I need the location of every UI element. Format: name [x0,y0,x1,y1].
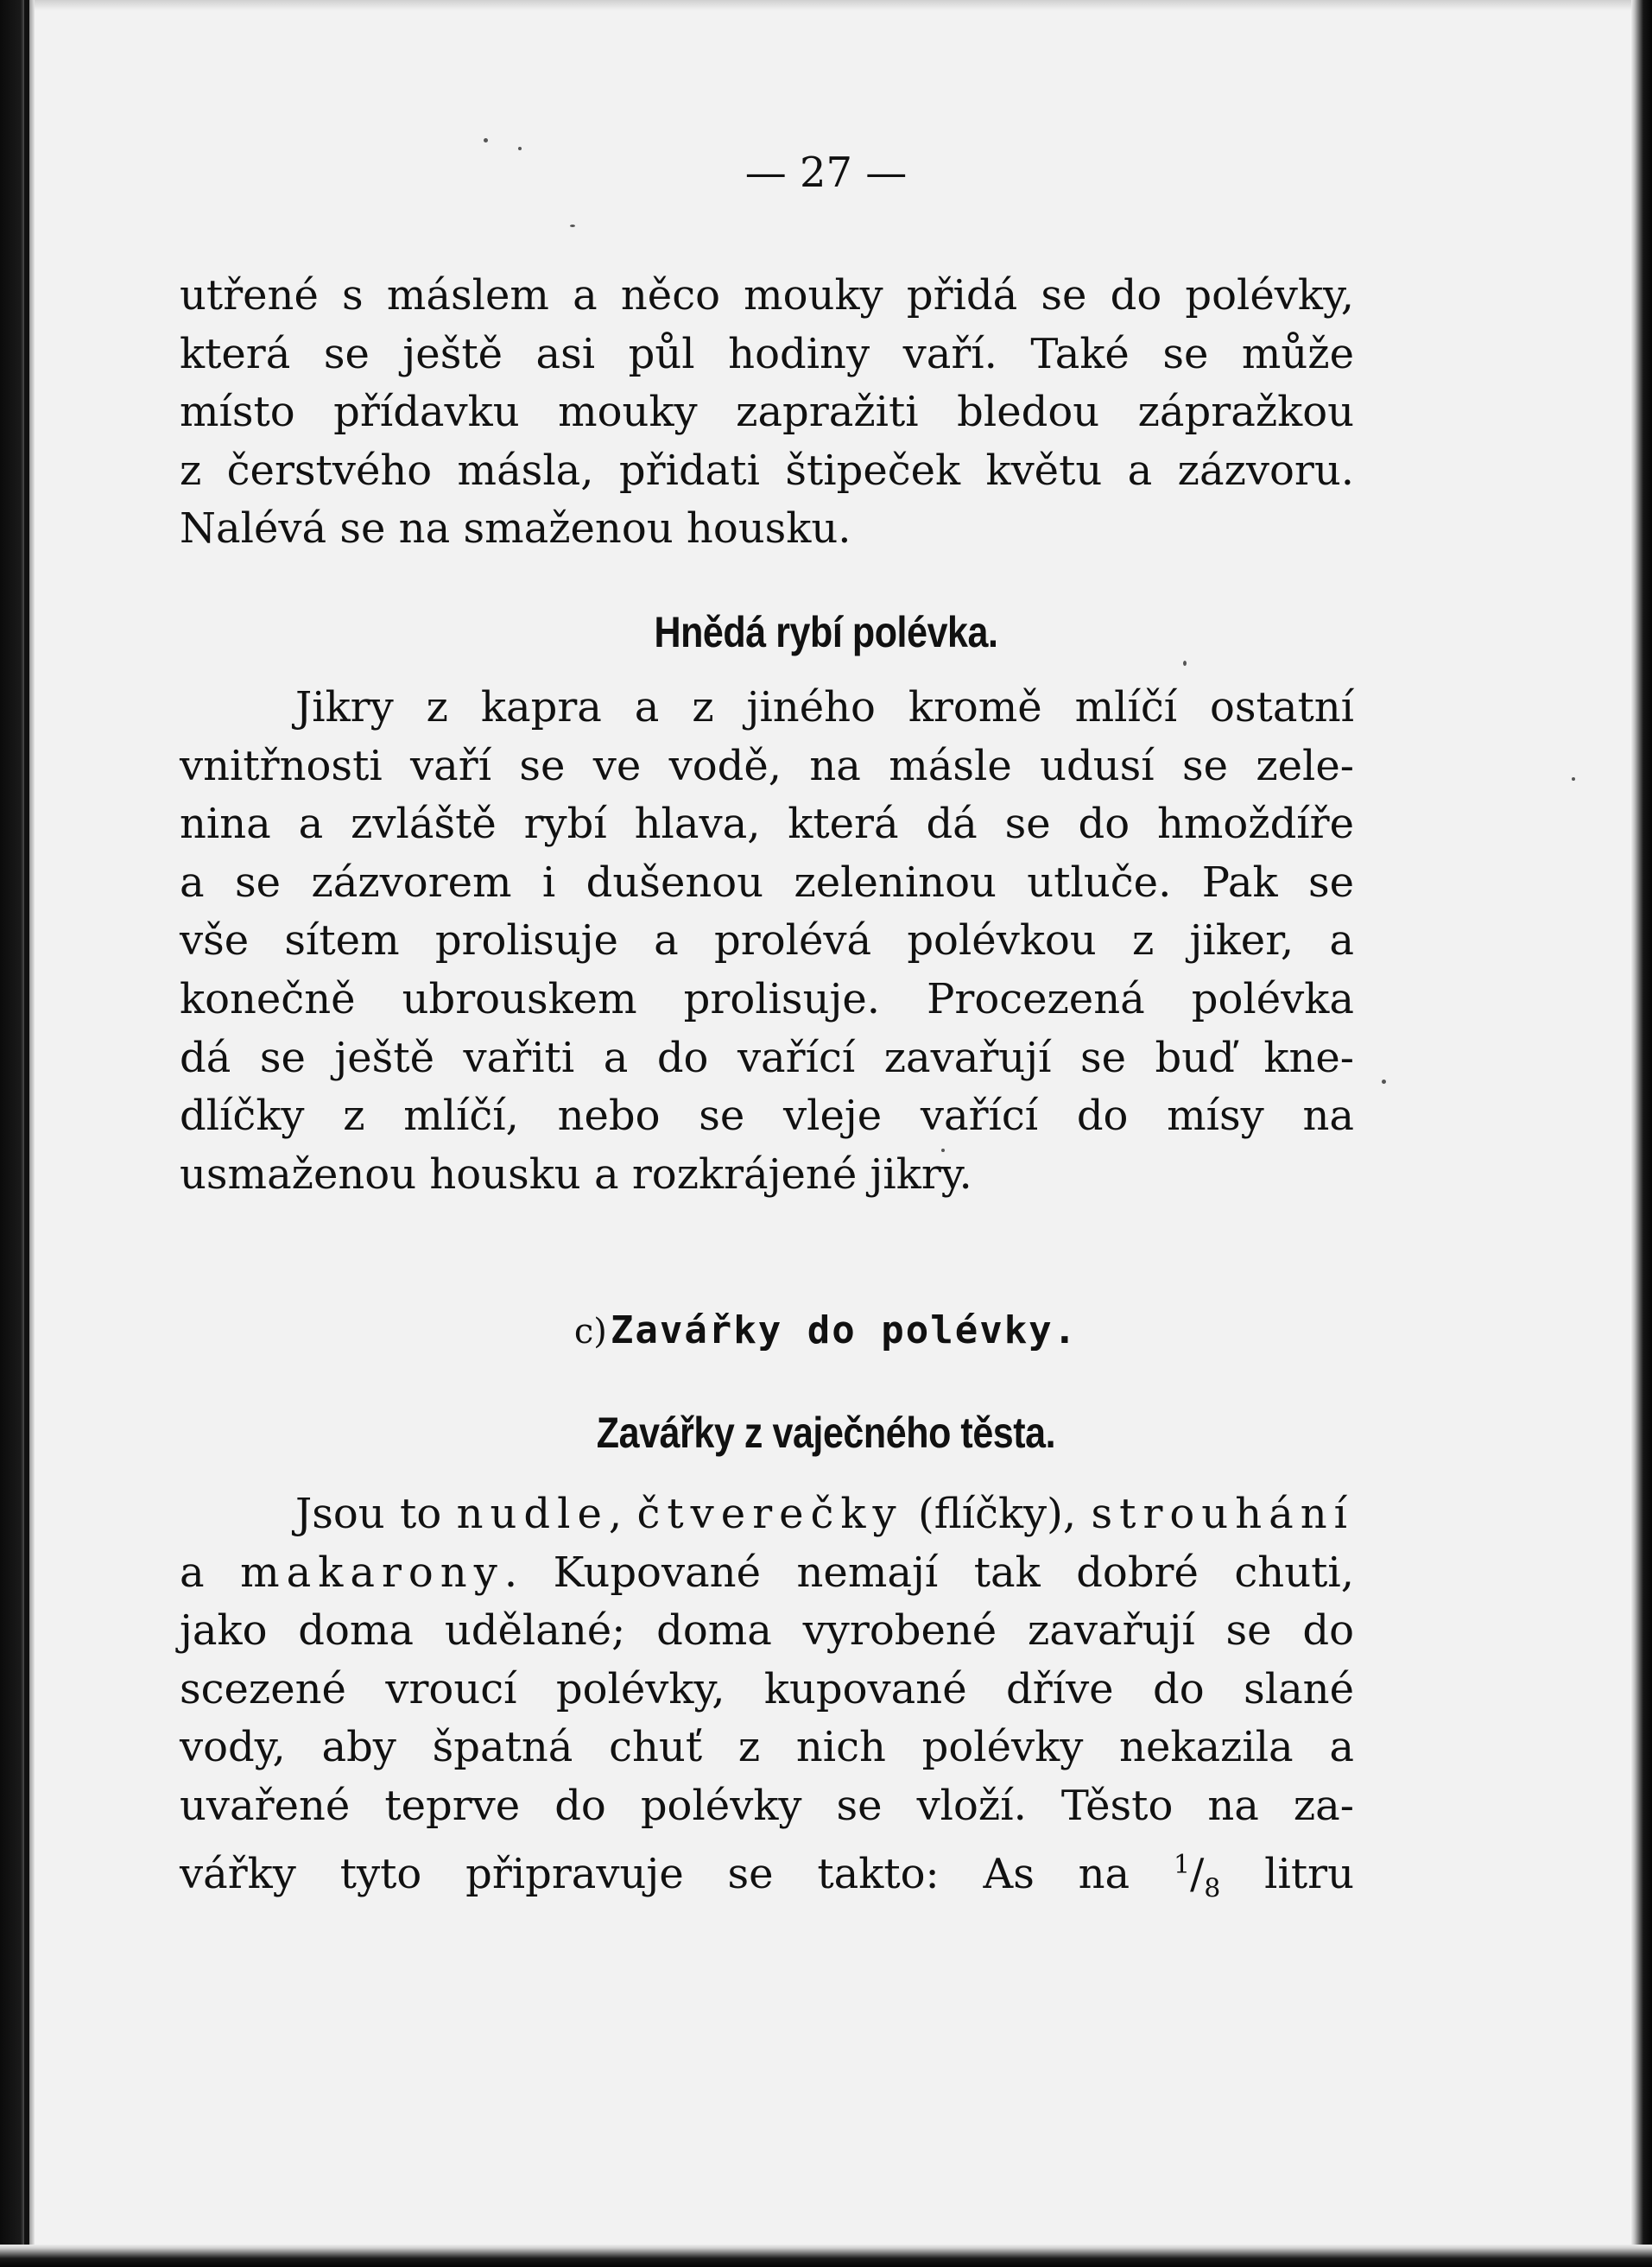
section-heading-c [0,1308,1652,1352]
scan-speck [1382,1080,1386,1084]
text-line: z čerstvého másla, přidati štipeček květu a zázvoru. [180,446,1354,495]
scan-speck [484,138,488,142]
text-run: vářky tyto připravuje se takto: As na [180,1849,1174,1898]
section-title: Zavářky do polévky. [610,1308,1079,1352]
scan-edge-left [0,0,35,2267]
fraction-slash: / [1190,1849,1205,1898]
text-line: která se ještě asi půl hodiny vaří. Také se může [180,329,1354,378]
paragraph-continuation [180,267,1354,559]
scan-binding-line [24,0,29,2267]
paragraph-fish-soup [180,679,1354,1204]
scan-edge-bottom [0,2245,1652,2267]
text-line: místo přídavku mouky zapražiti bledou zápražkou [180,388,1354,437]
text-line: vnitřnosti vaří se ve vodě, na másle udusí se zele- [180,741,1354,790]
spaced-term-nudle: nudle [456,1490,609,1538]
text-line: konečně ubrouskem prolisuje. Procezená polévka [180,974,1354,1023]
text-line: scezené vroucí polévky, kupované dříve do slané [180,1664,1354,1713]
scan-speck [1183,661,1187,666]
text-line: jako doma udělané; doma vyrobené zavařují se do [180,1606,1354,1656]
spaced-term-strouhani: strouhání [1091,1490,1354,1538]
text-line: dlíčky z mlíčí, nebo se vleje vařící do mísy na [180,1092,1354,1141]
fraction-denominator: 8 [1204,1873,1221,1904]
text-line: dá se ještě vařiti a do vařící zavařují se buď kne- [180,1033,1354,1082]
spaced-term-makarony: makarony [240,1548,504,1597]
text-line: utřené s máslem a něco mouky přidá se do polévky, [180,271,1354,320]
fraction-one-eighth [1173,1849,1221,1904]
text-line: usmaženou housku a rozkrájené jikry. [180,1149,972,1199]
text-line: vše sítem prolisuje a prolévá polévkou z jiker, a [180,916,1354,966]
text-run: (flíčky), [902,1490,1092,1538]
scan-edge-top [0,0,1652,10]
text-line: a se zázvorem i dušenou zeleninou utluče. Pak se [180,858,1354,907]
fraction-numerator: 1 [1173,1849,1191,1880]
text-run: . Kupované nemají tak dobré chuti, [503,1548,1355,1597]
spaced-term-ctverecky: čtverečky [636,1490,903,1538]
text-run: litru [1220,1849,1355,1898]
section-letter: c) [573,1312,607,1352]
page-number: — 27 — [744,149,908,197]
scan-speck [1572,777,1575,781]
text-line: Nalévá se na smaženou housku. [180,504,851,554]
recipe-heading-egg-dough: Zavářky z vaječného těsta. [596,1409,1056,1457]
text-line [180,1836,1354,1918]
text-line: nina a zvláště rybí hlava, která dá se do hmoždíře [180,800,1354,849]
recipe-heading-brown-fish-soup: Hnědá rybí polévka. [654,608,998,656]
scan-edge-right [1631,0,1652,2267]
text-line: uvařené teprve do polévky se vloží. Těsto na za- [180,1781,1354,1830]
text-line: Jikry z kapra a z jiného kromě mlíčí ostatní [295,683,1354,731]
scan-speck [570,225,575,227]
text-run: a [180,1548,241,1597]
text-line [180,1485,1354,1544]
text-line: vody, aby špatná chuť z nich polévky nekazila a [180,1723,1354,1772]
text-line [180,1544,1354,1603]
text-run: Jsou to [295,1490,457,1538]
text-run: , [608,1490,637,1538]
paragraph-egg-dough [180,1485,1354,1918]
